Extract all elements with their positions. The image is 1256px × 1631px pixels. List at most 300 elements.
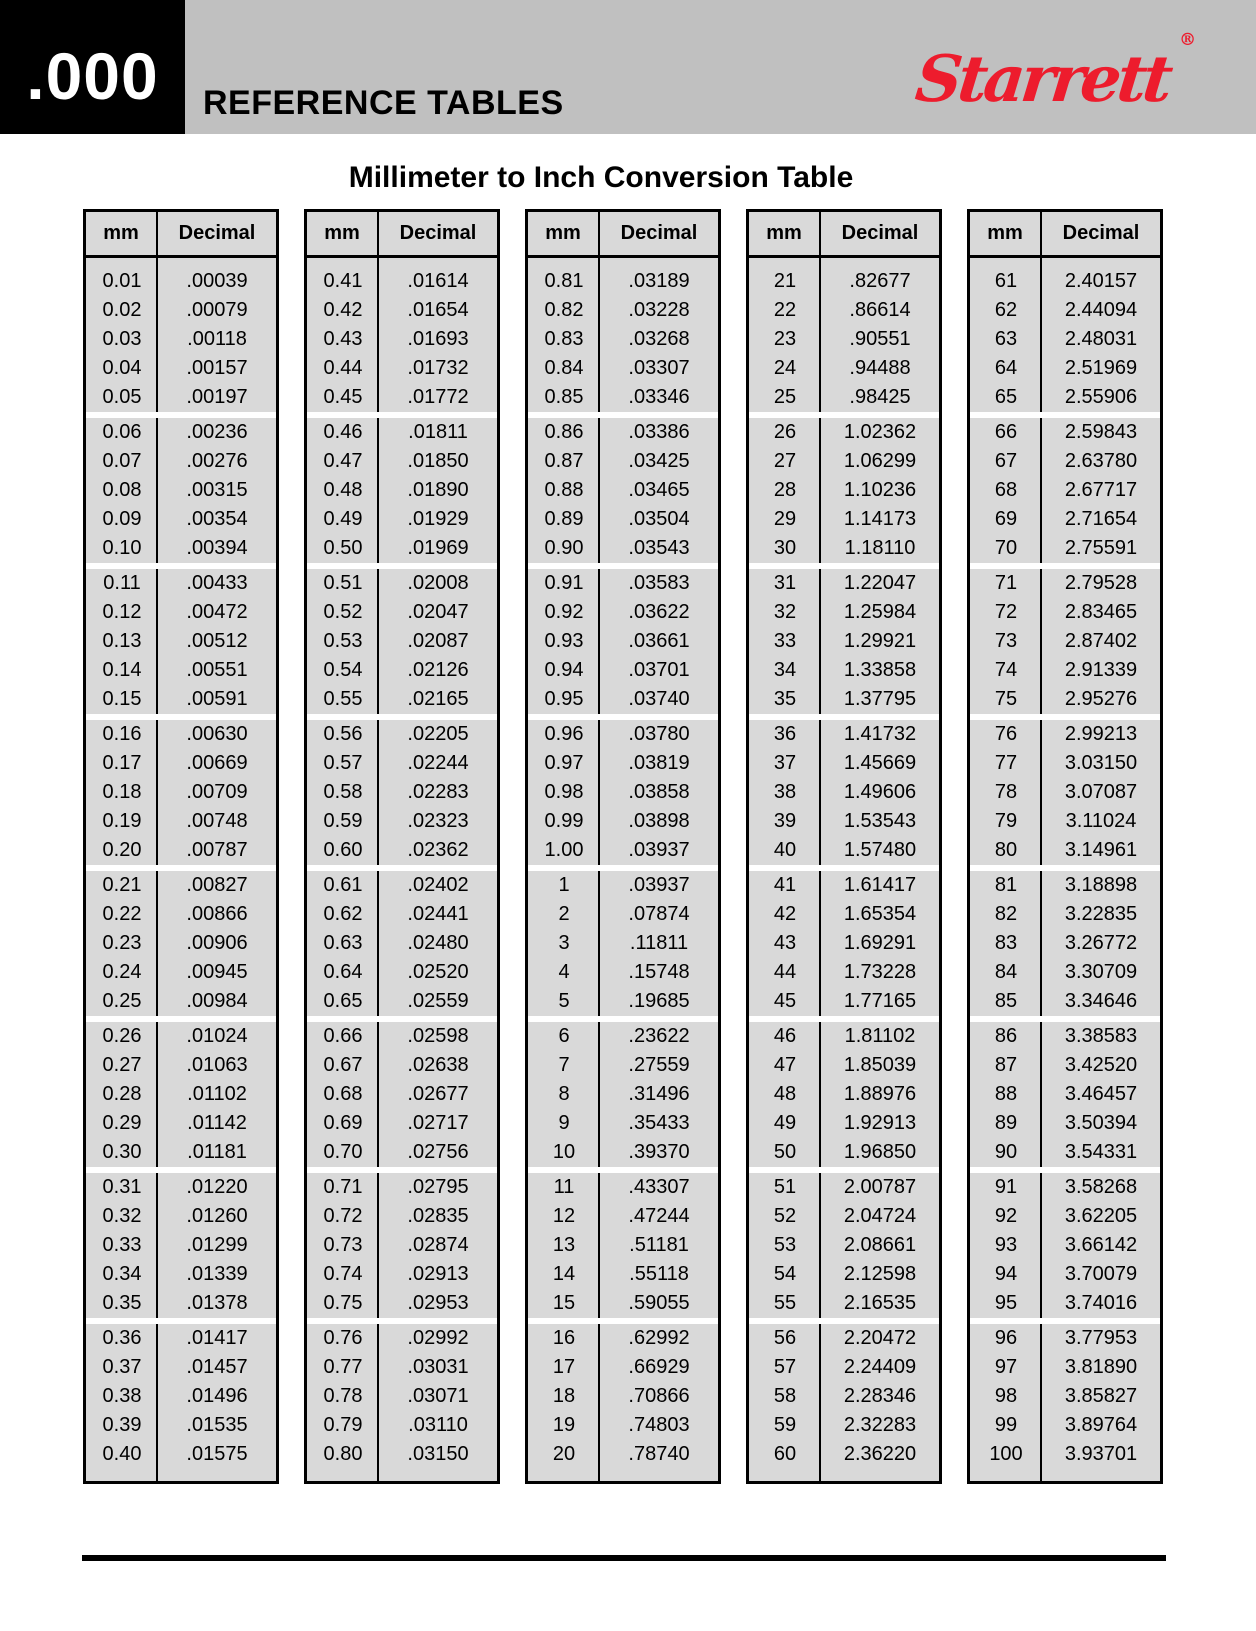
- table-row: [307, 1109, 497, 1138]
- decimal-value: 1.92913: [843, 1112, 917, 1134]
- mm-value: 75: [994, 688, 1018, 710]
- decimal-value: .00748: [186, 810, 248, 832]
- table-row: [307, 1289, 497, 1318]
- decimal-value: .90551: [849, 328, 911, 350]
- decimal-value: 2.75591: [1064, 537, 1138, 559]
- mm-value: 0.18: [102, 781, 142, 803]
- mm-value: 90: [994, 1141, 1018, 1163]
- mm-value: 25: [773, 386, 797, 408]
- mm-value: 68: [994, 479, 1018, 501]
- group-separator: [307, 412, 497, 418]
- table-row: [528, 598, 718, 627]
- decimal-value: 1.96850: [843, 1141, 917, 1163]
- decimal-value: .39370: [628, 1141, 690, 1163]
- decimal-value: .31496: [628, 1083, 690, 1105]
- mm-value: 0.66: [323, 1025, 363, 1047]
- group-separator: [307, 1318, 497, 1324]
- decimal-value: 1.69291: [843, 932, 917, 954]
- table-row: [749, 325, 939, 354]
- table-row: [528, 1440, 718, 1469]
- table-row: [528, 1138, 718, 1167]
- table-row: [970, 1109, 1160, 1138]
- table-row: [86, 987, 276, 1016]
- decimal-value: 3.11024: [1065, 810, 1137, 832]
- table-row: [307, 656, 497, 685]
- table-row: [970, 1051, 1160, 1080]
- table-row: [86, 1051, 276, 1080]
- table-row: [86, 447, 276, 476]
- table-row: [749, 476, 939, 505]
- group-separator: [970, 1167, 1160, 1173]
- mm-value: 48: [773, 1083, 797, 1105]
- table-row: [528, 1231, 718, 1260]
- table-row: [307, 807, 497, 836]
- table-row: [528, 1382, 718, 1411]
- section-code: .000: [26, 39, 159, 113]
- mm-value: 0.15: [102, 688, 142, 710]
- table-row: [749, 598, 939, 627]
- decimal-value: .01260: [186, 1205, 248, 1227]
- table-row: [970, 505, 1160, 534]
- mm-value: 46: [773, 1025, 797, 1047]
- decimal-value: .02205: [407, 723, 469, 745]
- decimal-value: .27559: [628, 1054, 690, 1076]
- decimal-value: .02638: [407, 1054, 469, 1076]
- decimal-value: .02165: [407, 688, 469, 710]
- mm-value: 87: [994, 1054, 1018, 1076]
- mm-value: 0.81: [544, 270, 584, 292]
- decimal-value: .03189: [628, 270, 690, 292]
- mm-value: 100: [989, 1443, 1023, 1465]
- table-row: [749, 627, 939, 656]
- table-row: [749, 1173, 939, 1202]
- table-row: [749, 1022, 939, 1051]
- mm-value: 79: [994, 810, 1018, 832]
- group-separator: [307, 1167, 497, 1173]
- decimal-value: .02795: [407, 1176, 469, 1198]
- mm-value: 84: [994, 961, 1018, 983]
- mm-value: 0.96: [544, 723, 584, 745]
- table-row: [307, 627, 497, 656]
- mm-value: 81: [994, 874, 1018, 896]
- table-row: [528, 871, 718, 900]
- table-row: [528, 1080, 718, 1109]
- mm-value: 0.71: [323, 1176, 363, 1198]
- decimal-value: .02598: [407, 1025, 469, 1047]
- mm-value: 0.69: [323, 1112, 363, 1134]
- decimal-value: 2.16535: [843, 1292, 917, 1314]
- mm-value: 0.44: [323, 357, 363, 379]
- decimal-value: .02008: [407, 572, 469, 594]
- decimal-value: 3.54331: [1064, 1141, 1138, 1163]
- group-separator: [749, 1318, 939, 1324]
- table-row: [749, 505, 939, 534]
- table-row: [528, 534, 718, 563]
- decimal-value: 2.08661: [843, 1234, 917, 1256]
- group-separator: [749, 563, 939, 569]
- mm-value: 0.19: [102, 810, 142, 832]
- mm-value: 33: [773, 630, 797, 652]
- mm-value: 0.46: [323, 421, 363, 443]
- conversion-table: [746, 209, 942, 1484]
- table-row: [86, 1324, 276, 1353]
- mm-value: 1: [558, 874, 570, 896]
- table-row: [970, 929, 1160, 958]
- mm-value: 67: [994, 450, 1018, 472]
- mm-value: 47: [773, 1054, 797, 1076]
- mm-value: 0.63: [323, 932, 363, 954]
- group-separator: [970, 412, 1160, 418]
- mm-value: 0.01: [102, 270, 142, 292]
- decimal-value: .00709: [186, 781, 248, 803]
- table-row: [970, 685, 1160, 714]
- page-title: Millimeter to Inch Conversion Table: [348, 161, 854, 194]
- table-row: [307, 1173, 497, 1202]
- mm-value: 63: [994, 328, 1018, 350]
- decimal-value: 1.10236: [843, 479, 917, 501]
- decimal-value: .01142: [187, 1112, 247, 1134]
- table-row: [528, 505, 718, 534]
- mm-value: 0.68: [323, 1083, 363, 1105]
- table-row: [307, 267, 497, 296]
- decimal-value: .07874: [628, 903, 690, 925]
- table-row: [970, 871, 1160, 900]
- decimal-value: .43307: [628, 1176, 690, 1198]
- mm-value: 18: [552, 1385, 576, 1407]
- decimal-value: .00276: [186, 450, 248, 472]
- mm-value: 0.61: [323, 874, 363, 896]
- decimal-value: 3.14961: [1064, 839, 1138, 861]
- mm-value: 71: [994, 572, 1018, 594]
- mm-value: 0.24: [102, 961, 142, 983]
- table-row: [970, 987, 1160, 1016]
- mm-value: 0.57: [323, 752, 363, 774]
- table-row: [528, 1022, 718, 1051]
- mm-value: 0.12: [102, 601, 142, 623]
- decimal-value: .01614: [407, 270, 469, 292]
- table-row: [86, 720, 276, 749]
- decimal-value: 3.22835: [1064, 903, 1138, 925]
- group-separator: [86, 563, 276, 569]
- mm-value: 0.26: [102, 1025, 142, 1047]
- table-row: [86, 685, 276, 714]
- decimal-value: .01811: [408, 421, 468, 443]
- table-row: [307, 778, 497, 807]
- brand-wordmark: Starrett: [912, 42, 1173, 117]
- table-row: [528, 569, 718, 598]
- table-row: [970, 534, 1160, 563]
- decimal-value: .01102: [187, 1083, 247, 1105]
- decimal-value: 2.91339: [1064, 659, 1138, 681]
- mm-value: 93: [994, 1234, 1018, 1256]
- col-header-decimal: Decimal: [819, 212, 939, 255]
- table-row: [86, 627, 276, 656]
- table-body: [307, 258, 497, 1481]
- decimal-value: 2.36220: [843, 1443, 917, 1465]
- mm-value: 0.50: [323, 537, 363, 559]
- mm-value: 0.95: [544, 688, 584, 710]
- mm-value: 0.56: [323, 723, 363, 745]
- decimal-value: 1.57480: [843, 839, 917, 861]
- table-row: [307, 1051, 497, 1080]
- decimal-value: 2.40157: [1064, 270, 1138, 292]
- decimal-value: 2.51969: [1064, 357, 1138, 379]
- table-row: [307, 1411, 497, 1440]
- decimal-value: 3.50394: [1064, 1112, 1138, 1134]
- decimal-value: 2.59843: [1064, 421, 1138, 443]
- decimal-value: .00669: [186, 752, 248, 774]
- mm-value: 51: [773, 1176, 797, 1198]
- mm-value: 0.22: [102, 903, 142, 925]
- table-row: [749, 447, 939, 476]
- decimal-value: .01772: [407, 386, 469, 408]
- mm-value: 0.51: [323, 572, 363, 594]
- table-row: [307, 383, 497, 412]
- mm-value: 41: [773, 874, 797, 896]
- decimal-value: 1.85039: [843, 1054, 917, 1076]
- decimal-value: .86614: [849, 299, 911, 321]
- mm-value: 94: [994, 1263, 1018, 1285]
- mm-value: 0.64: [323, 961, 363, 983]
- decimal-value: .00945: [186, 961, 248, 983]
- decimal-value: .01535: [186, 1414, 248, 1436]
- mm-value: 0.37: [102, 1356, 142, 1378]
- decimal-value: 1.25984: [843, 601, 917, 623]
- decimal-value: 1.88976: [843, 1083, 917, 1105]
- decimal-value: .01378: [186, 1292, 248, 1314]
- table-row: [86, 656, 276, 685]
- table-row: [528, 1324, 718, 1353]
- table-row: [307, 534, 497, 563]
- table-row: [970, 598, 1160, 627]
- table-row: [970, 1231, 1160, 1260]
- decimal-value: 3.18898: [1064, 874, 1138, 896]
- group-separator: [970, 1318, 1160, 1324]
- mm-value: 0.47: [323, 450, 363, 472]
- decimal-value: .00433: [186, 572, 248, 594]
- decimal-value: .02441: [407, 903, 469, 925]
- table-row: [86, 1289, 276, 1318]
- mm-value: 60: [773, 1443, 797, 1465]
- decimal-value: .02756: [407, 1141, 469, 1163]
- decimal-value: 1.81102: [844, 1025, 916, 1047]
- mm-value: 23: [773, 328, 797, 350]
- decimal-value: .01024: [186, 1025, 248, 1047]
- mm-value: 12: [552, 1205, 576, 1227]
- decimal-value: .03898: [628, 810, 690, 832]
- mm-value: 0.45: [323, 386, 363, 408]
- mm-value: 0.94: [544, 659, 584, 681]
- decimal-value: .00157: [186, 357, 248, 379]
- table-row: [307, 685, 497, 714]
- mm-value: 0.49: [323, 508, 363, 530]
- footer-rule: [82, 1555, 1166, 1561]
- table-row: [528, 1202, 718, 1231]
- mm-value: 0.89: [544, 508, 584, 530]
- table-row: [307, 505, 497, 534]
- group-separator: [528, 714, 718, 720]
- table-row: [528, 987, 718, 1016]
- mm-value: 98: [994, 1385, 1018, 1407]
- decimal-value: .94488: [849, 357, 911, 379]
- mm-value: 53: [773, 1234, 797, 1256]
- table-row: [970, 1353, 1160, 1382]
- table-row: [307, 296, 497, 325]
- table-row: [307, 598, 497, 627]
- mm-value: 0.62: [323, 903, 363, 925]
- mm-value: 0.21: [102, 874, 142, 896]
- table-row: [749, 1324, 939, 1353]
- table-row: [528, 447, 718, 476]
- decimal-value: .01457: [186, 1356, 248, 1378]
- decimal-value: .23622: [628, 1025, 690, 1047]
- col-header-mm: mm: [545, 222, 581, 244]
- group-separator: [970, 1016, 1160, 1022]
- mm-value: 19: [552, 1414, 576, 1436]
- decimal-value: .03622: [628, 601, 690, 623]
- mm-value: 0.11: [103, 572, 141, 594]
- decimal-value: .01417: [186, 1327, 248, 1349]
- decimal-value: .70866: [628, 1385, 690, 1407]
- table-row: [307, 325, 497, 354]
- group-separator: [86, 714, 276, 720]
- mm-value: 0.77: [323, 1356, 363, 1378]
- table-header-row: [970, 212, 1160, 258]
- decimal-value: 3.66142: [1064, 1234, 1138, 1256]
- mm-value: 72: [994, 601, 1018, 623]
- mm-value: 14: [552, 1263, 576, 1285]
- group-separator: [749, 714, 939, 720]
- decimal-value: .51181: [629, 1234, 689, 1256]
- decimal-value: .47244: [628, 1205, 690, 1227]
- table-row: [528, 807, 718, 836]
- table-row: [970, 325, 1160, 354]
- table-row: [307, 1202, 497, 1231]
- mm-value: 0.27: [102, 1054, 142, 1076]
- table-row: [307, 836, 497, 865]
- decimal-value: .00630: [186, 723, 248, 745]
- table-row: [528, 354, 718, 383]
- table-row: [86, 354, 276, 383]
- decimal-value: 1.22047: [843, 572, 917, 594]
- table-header-row: [749, 212, 939, 258]
- table-row: [528, 836, 718, 865]
- mm-value: 0.59: [323, 810, 363, 832]
- mm-value: 0.03: [102, 328, 142, 350]
- decimal-value: .00512: [186, 630, 248, 652]
- table-row: [307, 1260, 497, 1289]
- mm-value: 0.52: [323, 601, 363, 623]
- decimal-value: 3.77953: [1064, 1327, 1138, 1349]
- section-code-box: [0, 0, 185, 134]
- table-row: [970, 354, 1160, 383]
- decimal-value: 1.18110: [844, 537, 916, 559]
- mm-value: 29: [773, 508, 797, 530]
- table-row: [970, 569, 1160, 598]
- decimal-value: .55118: [629, 1263, 689, 1285]
- table-row: [970, 900, 1160, 929]
- mm-value: 70: [994, 537, 1018, 559]
- mm-value: 99: [994, 1414, 1018, 1436]
- mm-value: 76: [994, 723, 1018, 745]
- decimal-value: 3.62205: [1064, 1205, 1138, 1227]
- table-row: [307, 987, 497, 1016]
- table-row: [528, 778, 718, 807]
- col-header-decimal: Decimal: [598, 212, 718, 255]
- mm-value: 0.02: [102, 299, 142, 321]
- col-header-mm: mm: [987, 222, 1023, 244]
- mm-value: 78: [994, 781, 1018, 803]
- table-row: [86, 569, 276, 598]
- table-row: [970, 749, 1160, 778]
- table-row: [749, 569, 939, 598]
- group-separator: [86, 865, 276, 871]
- decimal-value: .03937: [628, 874, 690, 896]
- decimal-value: 2.48031: [1064, 328, 1138, 350]
- decimal-value: .03150: [407, 1443, 469, 1465]
- decimal-value: .01063: [186, 1054, 248, 1076]
- decimal-value: .00079: [186, 299, 248, 321]
- mm-value: 20: [552, 1443, 576, 1465]
- mm-value: 0.97: [544, 752, 584, 774]
- decimal-value: .01693: [407, 328, 469, 350]
- table-row: [528, 749, 718, 778]
- decimal-value: .02402: [407, 874, 469, 896]
- conversion-table: [967, 209, 1163, 1484]
- decimal-value: .78740: [628, 1443, 690, 1465]
- table-row: [307, 1022, 497, 1051]
- decimal-value: 3.81890: [1064, 1356, 1138, 1378]
- group-separator: [528, 563, 718, 569]
- group-separator: [86, 1167, 276, 1173]
- mm-value: 82: [994, 903, 1018, 925]
- decimal-value: .01654: [407, 299, 469, 321]
- mm-value: 35: [773, 688, 797, 710]
- mm-value: 92: [994, 1205, 1018, 1227]
- decimal-value: .02283: [407, 781, 469, 803]
- mm-value: 0.83: [544, 328, 584, 350]
- table-row: [528, 1289, 718, 1318]
- decimal-value: .01181: [187, 1141, 247, 1163]
- table-row: [86, 418, 276, 447]
- mm-value: 56: [773, 1327, 797, 1349]
- table-row: [749, 1138, 939, 1167]
- decimal-value: .02520: [407, 961, 469, 983]
- table-row: [307, 1440, 497, 1469]
- table-row: [86, 598, 276, 627]
- table-row: [86, 871, 276, 900]
- decimal-value: 3.26772: [1064, 932, 1138, 954]
- table-row: [86, 1353, 276, 1382]
- group-separator: [970, 865, 1160, 871]
- decimal-value: 2.87402: [1064, 630, 1138, 652]
- mm-value: 0.35: [102, 1292, 142, 1314]
- table-row: [86, 1411, 276, 1440]
- decimal-value: .19685: [628, 990, 690, 1012]
- group-separator: [528, 412, 718, 418]
- decimal-value: .02047: [407, 601, 469, 623]
- decimal-value: .03819: [628, 752, 690, 774]
- group-separator: [970, 714, 1160, 720]
- decimal-value: .00039: [186, 270, 248, 292]
- table-row: [749, 958, 939, 987]
- mm-value: 34: [773, 659, 797, 681]
- decimal-value: .02874: [407, 1234, 469, 1256]
- decimal-value: .02559: [407, 990, 469, 1012]
- table-row: [86, 1080, 276, 1109]
- mm-value: 0.79: [323, 1414, 363, 1436]
- mm-value: 0.38: [102, 1385, 142, 1407]
